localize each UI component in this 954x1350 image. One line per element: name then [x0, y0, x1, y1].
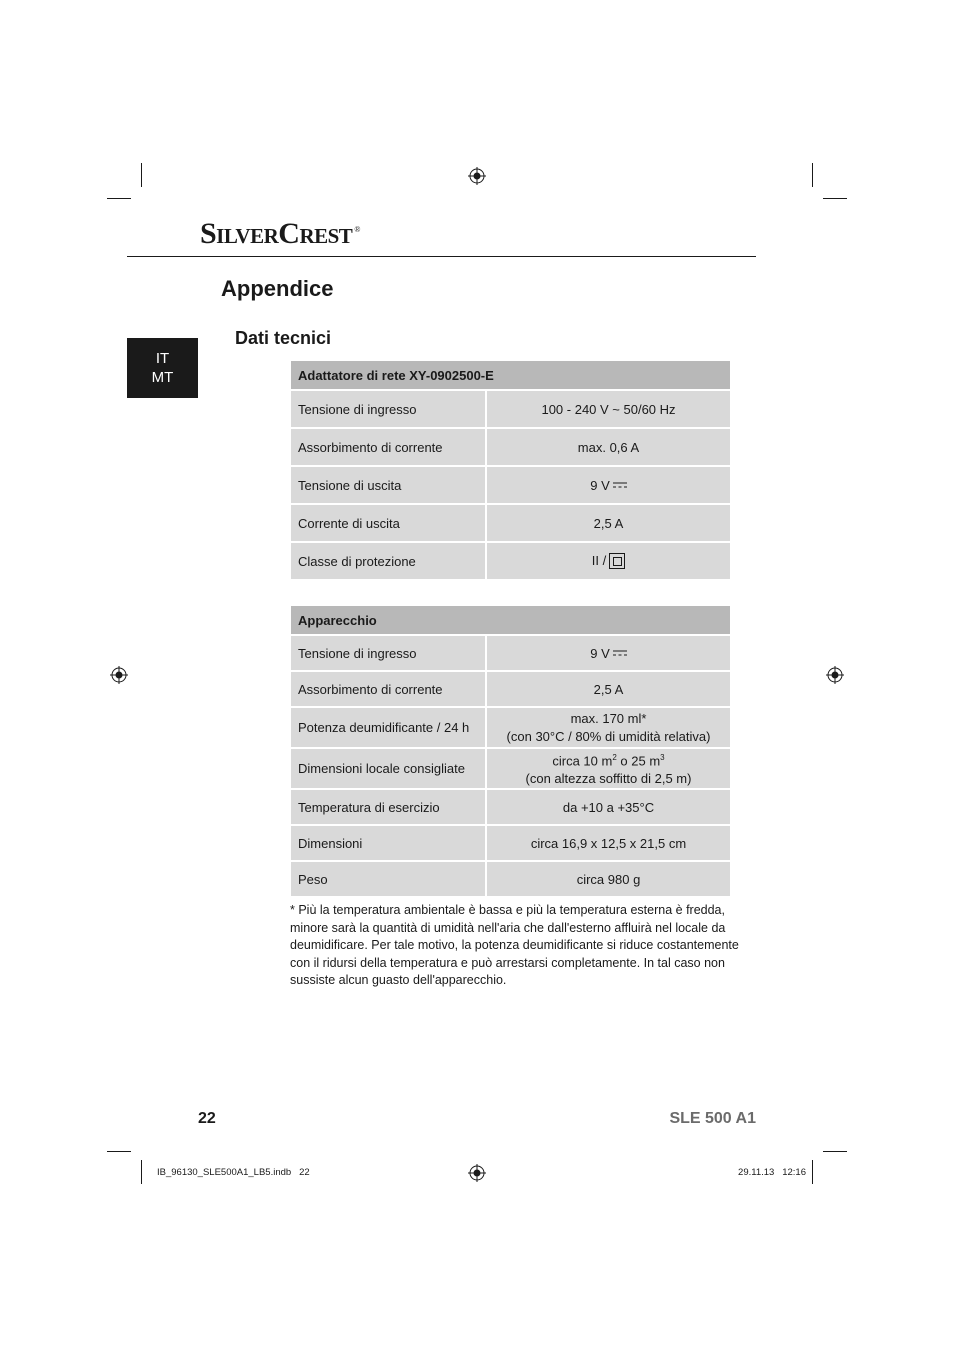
- language-tab: [127, 338, 198, 398]
- table-row: [290, 861, 731, 897]
- spec-value: 9 V: [590, 645, 610, 661]
- header-rule: [127, 256, 756, 257]
- spec-value-cell: [486, 542, 731, 580]
- spec-value: [494, 749, 723, 770]
- table-header-row: [290, 605, 731, 635]
- spec-value: max. 0,6 A: [486, 428, 731, 466]
- spec-value: circa 16,9 x 12,5 x 21,5 cm: [486, 825, 731, 861]
- spec-label: Assorbimento di corrente: [290, 671, 486, 707]
- table-row: [290, 789, 731, 825]
- spec-value: 100 - 240 V ~ 50/60 Hz: [486, 390, 731, 428]
- table-row: [290, 635, 731, 671]
- table-row: [290, 504, 731, 542]
- brand-name: SilverCrest: [200, 217, 353, 250]
- footnote: * Più la temperatura ambientale è bassa e più la temperatura esterna è fredda, minore sarà la quantità di umidità nell'aria che dall'esterno affluirà nel locale da deumidificare. Per tale motivo, la potenza deumidificante si riduce costantemente con il ridursi della temperatura e può arrestarsi completamente. In tal caso non sussiste alcun guasto dell'apparecchio.: [290, 903, 739, 988]
- device-table-header: Apparecchio: [290, 605, 731, 635]
- spec-value-part: circa 10 m: [552, 753, 613, 769]
- spec-label: Corrente di uscita: [290, 504, 486, 542]
- spec-value-cell: [486, 707, 731, 748]
- protection-class-ii-icon: [609, 553, 625, 569]
- spec-value: max. 170 ml*: [570, 710, 647, 726]
- spec-label: Tensione di ingresso: [290, 635, 486, 671]
- adapter-spec-table: [289, 359, 732, 581]
- spec-value-note: (con 30°C / 80% di umidità relativa): [506, 728, 711, 744]
- spec-value: 2,5 A: [486, 671, 731, 707]
- spec-value-cell: [486, 466, 731, 504]
- registered-mark: ®: [354, 225, 360, 234]
- table-row: [290, 825, 731, 861]
- spec-label: Potenza deumidificante / 24 h: [290, 707, 486, 748]
- registration-mark-icon: [110, 666, 128, 684]
- spec-label: Temperatura di esercizio: [290, 789, 486, 825]
- language-code-it: IT: [155, 350, 170, 367]
- device-spec-table: [289, 604, 732, 898]
- language-code-mt: MT: [151, 369, 174, 386]
- crop-mark: [823, 1151, 847, 1152]
- page-title: Appendice: [221, 276, 334, 301]
- registration-mark-icon: [468, 1164, 486, 1182]
- table-row: [290, 707, 731, 748]
- spec-value-cell: [486, 635, 731, 671]
- table-row: [290, 542, 731, 580]
- adapter-table-header: Adattatore di rete XY-0902500-E: [290, 360, 731, 390]
- spec-value: II /: [591, 552, 607, 568]
- spec-value: 9 V: [590, 477, 610, 493]
- model-name: SLE 500 A1: [669, 1110, 756, 1127]
- brand-logo: [200, 217, 360, 251]
- superscript: 2: [612, 753, 617, 762]
- spec-label: Classe di protezione: [290, 542, 486, 580]
- table-row: [290, 748, 731, 789]
- table-header-row: [290, 360, 731, 390]
- crop-mark: [812, 1160, 813, 1184]
- spec-value: da +10 a +35°C: [486, 789, 731, 825]
- spec-label: Tensione di ingresso: [290, 390, 486, 428]
- crop-mark: [107, 1151, 131, 1152]
- spec-label: Peso: [290, 861, 486, 897]
- crop-mark: [141, 163, 142, 187]
- crop-mark: [107, 198, 131, 199]
- page-number: 22: [198, 1110, 216, 1127]
- registration-mark-icon: [468, 167, 486, 185]
- superscript: 3: [660, 753, 665, 762]
- crop-mark: [812, 163, 813, 187]
- table-row: [290, 671, 731, 707]
- direct-current-icon: [613, 481, 627, 489]
- spec-value-part: o 25 m: [616, 753, 661, 769]
- print-slug-file: IB_96130_SLE500A1_LB5.indb 22: [157, 1167, 310, 1178]
- table-row: [290, 390, 731, 428]
- spec-label: Assorbimento di corrente: [290, 428, 486, 466]
- spec-label: Dimensioni: [290, 825, 486, 861]
- crop-mark: [141, 1160, 142, 1184]
- section-title: Dati tecnici: [235, 328, 332, 348]
- spec-value: 2,5 A: [486, 504, 731, 542]
- crop-mark: [823, 198, 847, 199]
- spec-label: Dimensioni locale consigliate: [290, 748, 486, 789]
- spec-value: circa 980 g: [486, 861, 731, 897]
- spec-value-note: (con altezza soffitto di 2,5 m): [525, 771, 692, 787]
- direct-current-icon: [613, 649, 627, 657]
- registration-mark-icon: [826, 666, 844, 684]
- spec-label: Tensione di uscita: [290, 466, 486, 504]
- table-row: [290, 428, 731, 466]
- table-row: [290, 466, 731, 504]
- print-slug-date: 29.11.13 12:16: [738, 1167, 806, 1178]
- spec-value-cell: [486, 748, 731, 789]
